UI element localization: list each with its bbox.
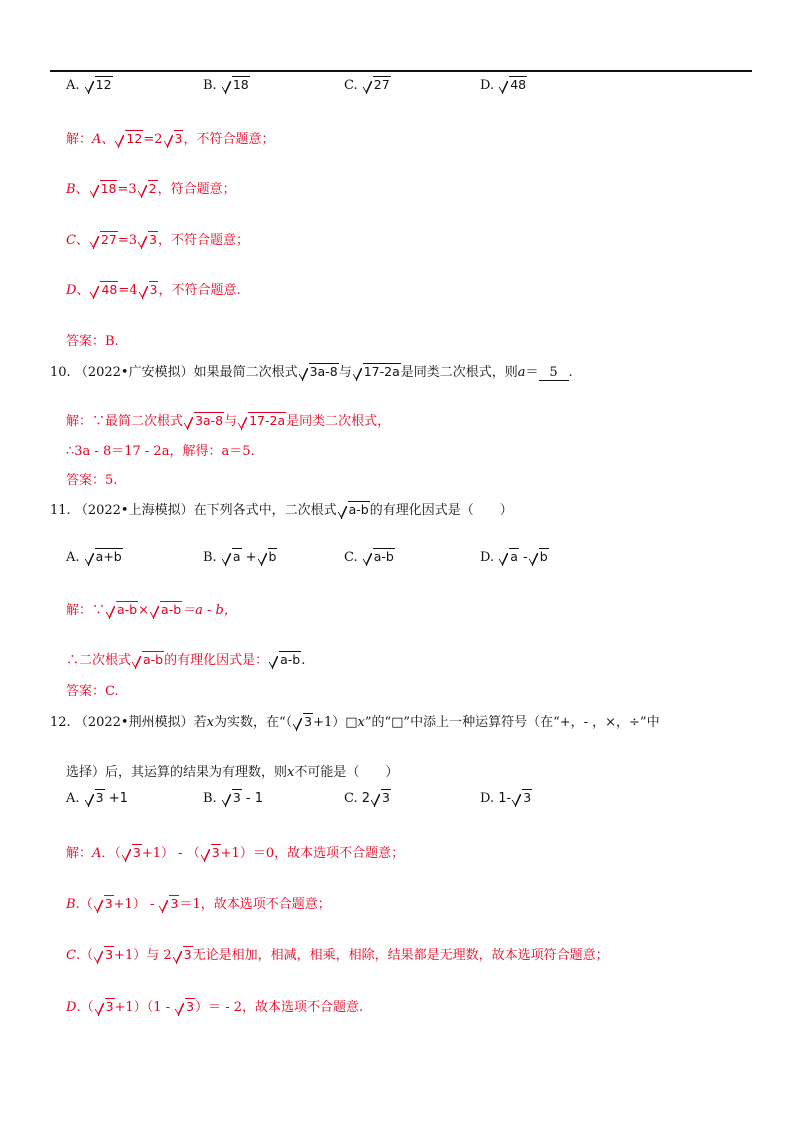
radical [363,76,391,93]
radical [122,844,142,861]
radicand: a-b [143,652,164,667]
radical [499,76,527,93]
q9-option-b [203,76,250,93]
variable: a [517,365,526,380]
q12-option-c [344,789,391,806]
radicand: 3 [211,845,220,860]
q9-option-d [480,76,527,93]
q9-option-a [66,76,113,93]
step-label: A [92,132,102,147]
radicand: 3a-8 [309,364,338,379]
solution-text: +1） - （ [141,846,200,861]
radicand: 3 [523,790,532,805]
q9-answer: 答案：B. [66,334,119,349]
radical [173,946,193,963]
solution-text: 的有理化因式是： [164,653,269,668]
q11-option-d [480,548,549,565]
q11-solution-1 [66,599,237,618]
solution-text: . [301,653,306,668]
radicand: a-b [348,502,369,517]
question-text: 选择）后，其运算的结果为有理数，则 [66,765,288,780]
radical [85,76,113,93]
q12-solution-c [66,944,609,963]
radicand: a-b [280,652,301,667]
q10-solution-2: ∴3a - 8＝17 - 2a，解得：a＝5. [66,444,255,459]
option-letter: C. [344,550,358,565]
solution-text: 无论是相加，相减，相乘，相除，结果都是无理数，故本选项符合题意； [192,948,609,963]
question-text: 与 [338,365,352,380]
question-text: 如果最简二次根式 [193,365,298,380]
step-tail: ，不符合题意. [158,283,241,298]
question-text: 是同类二次根式，则 [400,365,518,380]
solution-text: 解：∵最简二次根式 [66,414,184,429]
variable: x [287,765,295,780]
question-number: 12. [50,715,71,730]
q12-option-d [480,789,532,806]
radical [222,548,242,565]
q9-solution-c [66,229,249,248]
question-text: 的有理化因式是（ ） [369,503,513,518]
step-label: A [92,846,102,861]
radical [338,501,370,518]
radical [159,895,179,912]
solution-text: 是同类二次根式， [286,414,391,429]
radicand: 3 [174,131,183,146]
solution-text: ＝a - b， [182,603,237,618]
radical [222,789,242,806]
radical [184,412,224,429]
radical [371,789,391,806]
radical [258,548,278,565]
question-text: 不可能是（ ） [294,765,399,780]
option-letter: B. [203,550,217,565]
radical [90,231,118,248]
radical [138,231,158,248]
radical [238,412,286,429]
radical [95,998,115,1015]
option-letter: B. [203,78,217,93]
radical [353,363,401,380]
operator: + [241,550,257,565]
q9-solution-b [66,178,236,197]
radical [175,998,195,1015]
solution-text: +1） - [113,897,159,912]
option-suffix: +1 [104,791,128,806]
step-tail: ，不符合题意； [183,132,275,147]
radicand: b [268,549,277,564]
solution-prefix: 解： [66,132,93,147]
q10-solution-1 [66,410,390,429]
step-label: C [66,233,76,248]
solution-text: +1）＝0，故本选项不合题意； [220,846,405,861]
radicand: 3 [104,896,113,911]
option-letter: A. [66,78,80,93]
q10-answer: 答案：5. [66,473,118,488]
radicand: 17-2a [363,364,400,379]
q9-solution-a [66,128,274,147]
step-label: D [66,1000,77,1015]
q11-stem [50,499,513,518]
radicand: 27 [373,77,390,92]
radicand: 3 [149,282,158,297]
question-text: +1）□ [313,715,358,730]
radicand: 3 [170,896,179,911]
question-text: ”的“□”中添上一种运算符号（在“+，- ，×，÷”中 [364,715,660,730]
radical [363,548,395,565]
step-eq: =4 [118,283,138,298]
option-letter: C. [344,78,358,93]
solution-text: .（ [76,1000,94,1015]
operator: × [138,603,150,618]
radical [85,789,105,806]
option-letter: D. [480,550,495,565]
radical [201,844,221,861]
solution-text: 解：∵ [66,603,106,618]
q12-solution-b [66,893,331,912]
step-label: C [66,948,76,963]
radicand: a-b [117,602,138,617]
q12-option-a [66,789,128,806]
question-text: 在下列各式中，二次根式 [193,503,337,518]
radicand: 3 [382,790,390,805]
variable: x [206,715,214,730]
q9-solution-d [66,279,241,298]
radicand: 12 [95,77,112,92]
option-letter: D. [480,791,495,806]
radicand: 3 [232,790,241,805]
question-end: . [568,365,573,380]
step-eq: =3 [117,182,137,197]
q11-solution-2 [66,649,305,668]
radicand: b [539,549,548,564]
q12-option-b [203,789,263,806]
question-text: 为实数，在“（ [213,715,293,730]
q11-option-b [203,548,277,565]
radicand: 17-2a [249,413,286,428]
step-label: B [66,897,76,912]
solution-text: ∴二次根式 [66,653,132,668]
radicand: 18 [100,181,117,196]
step-tail: ，符合题意； [157,182,236,197]
question-text: 若 [193,715,207,730]
radical [115,130,143,147]
step-sep: 、 [101,132,115,147]
radical [94,946,114,963]
q11-option-c [344,548,395,565]
radical [106,601,138,618]
step-sep: 、 [76,283,90,298]
radical [138,180,158,197]
step-eq: =3 [117,233,138,248]
step-tail: ，不符合题意； [158,233,250,248]
radical [512,789,532,806]
option-letter: A. [66,550,80,565]
option-letter: D. [480,78,495,93]
radicand: 3 [183,947,192,962]
q12-stem-line2 [66,761,398,780]
radicand: 3 [186,999,195,1014]
radicand: a-b [161,602,182,617]
radicand: 3 [105,999,114,1014]
radicand: 3 [132,845,141,860]
solution-text: 与 [224,414,238,429]
answer-blank: 5 [539,365,569,381]
question-number: 11. [50,503,71,518]
variable: x [357,715,365,730]
solution-text: ）＝ - 2，故本选项不合题意. [195,1000,364,1015]
radicand: 3a-8 [195,413,224,428]
top-rule [50,70,752,72]
radicand: 3 [149,232,157,247]
q12-solution-d [66,996,363,1015]
question-source: （2022•荆州模拟） [74,715,194,730]
radical [85,548,123,565]
operator: - [518,550,528,565]
option-prefix: 2 [361,791,371,806]
radicand: 18 [232,77,249,92]
radical [94,895,114,912]
radical [164,130,184,147]
radicand: 27 [100,232,117,247]
solution-text: +1）与 2 [114,948,172,963]
radical [529,548,549,565]
step-label: B [66,182,76,197]
option-suffix: - 1 [241,791,264,806]
radicand: 12 [126,131,143,146]
radicand: 48 [510,77,527,92]
question-source: （2022•上海模拟） [74,503,194,518]
radical [90,180,118,197]
option-letter: A. [66,791,80,806]
step-sep: 、 [75,182,89,197]
radical [150,601,182,618]
solution-text: ＝1，故本选项不合题意； [179,897,331,912]
radical [132,651,164,668]
radicand: a+b [95,549,122,564]
equals: ＝ [525,365,539,380]
option-letter: B. [203,791,217,806]
solution-text: .（ [75,897,93,912]
q12-solution-a [66,842,404,861]
radical [499,548,519,565]
radicand: 3 [304,714,313,729]
step-eq: =2 [143,132,163,147]
solution-text: 解： [66,846,93,861]
step-sep: 、 [75,233,89,248]
radicand: 48 [101,282,118,297]
radical [222,76,250,93]
solution-text: .（ [75,948,94,963]
radicand: 3 [105,947,114,962]
q11-answer: 答案：C. [66,684,119,699]
radicand: a [510,549,518,564]
radicand: 3 [95,790,104,805]
step-label: D [66,283,77,298]
radical [269,651,301,668]
radicand: a [232,549,241,564]
q11-option-a [66,548,123,565]
solution-text: ．（ [101,846,121,861]
radical [90,281,118,298]
q10-stem [50,361,573,381]
radical [293,713,313,730]
q9-option-c [344,76,391,93]
radical [139,281,159,298]
radicand: 2 [148,181,157,196]
option-prefix: 1- [498,791,512,806]
radicand: a-b [373,549,394,564]
q12-stem [50,711,660,730]
question-source: （2022•广安模拟） [74,365,194,380]
radical [299,363,339,380]
solution-text: +1）（1 - [114,1000,175,1015]
question-number: 10. [50,365,71,380]
option-letter: C. [344,791,358,806]
